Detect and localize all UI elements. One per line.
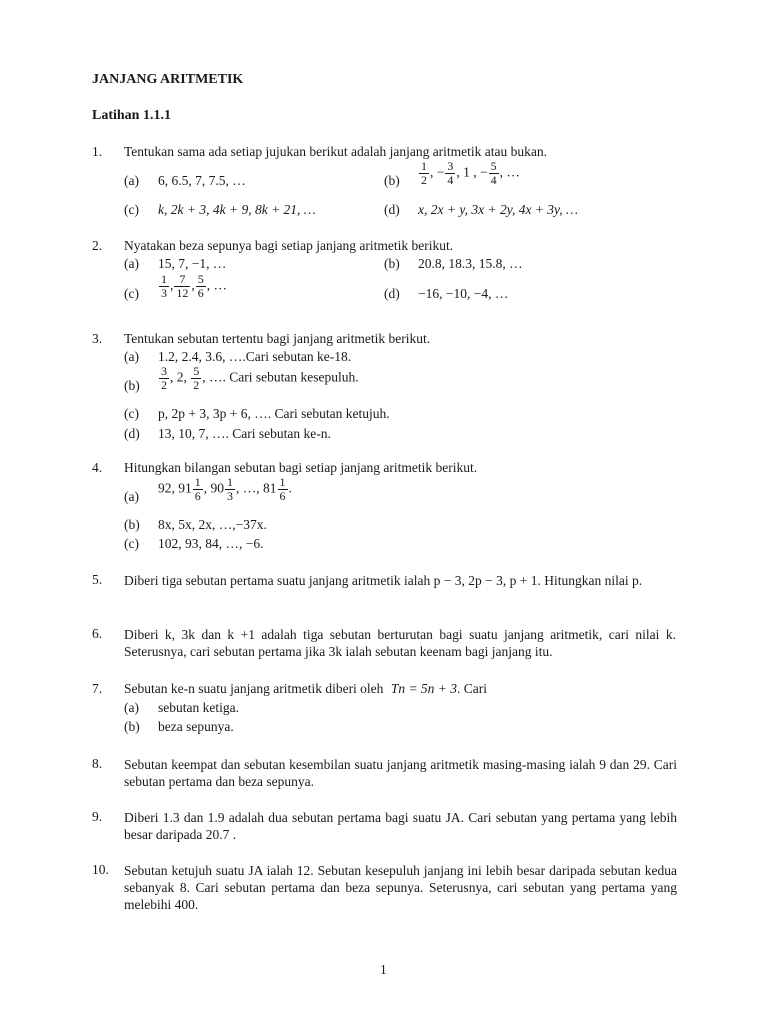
part-label: (a) bbox=[124, 349, 139, 364]
question-text: Diberi k, 3k dan k +1 adalah tiga sebutan berturutan bagi suatu janjang aritmetik, cari nilai k. Seterusnya, cari sebutan pertama jika 3k ialah sebutan keenam bagi janjang itu. bbox=[124, 627, 676, 659]
fraction: $\frac{3}{4}$ bbox=[447, 159, 454, 187]
question-number: 8. bbox=[92, 756, 103, 771]
part-expression: $\frac{3}{2}$ , 2, $\frac{5}{2}$ , …. Cari sebutan kesepuluh. bbox=[161, 364, 359, 392]
part-text: 13, 10, 7, …. Cari sebutan ke-n. bbox=[158, 426, 331, 441]
part-label: (a) bbox=[124, 489, 139, 504]
part-label: (b) bbox=[124, 378, 140, 393]
part-text: 6, 6.5, 7, 7.5, … bbox=[158, 173, 246, 188]
fraction: $\frac{5}{4}$ bbox=[490, 159, 497, 187]
part-label: (b) bbox=[384, 173, 400, 188]
fraction: $\frac{1}{6}$ bbox=[279, 475, 286, 503]
part-label: (a) bbox=[124, 173, 139, 188]
question-text: Diberi tiga sebutan pertama suatu janjang aritmetik ialah p − 3, 2p − 3, p + 1. Hitungkan nilai p. bbox=[124, 573, 643, 588]
question-text: Tentukan sebutan tertentu bagi janjang aritmetik berikut. bbox=[124, 331, 431, 346]
part-label: (d) bbox=[384, 286, 400, 301]
question-text: Sebutan keempat dan sebutan kesembilan suatu janjang aritmetik masing-masing ialah 9 dan 29. Cari sebutan pertama dan beza sepunya. bbox=[124, 757, 677, 789]
part-text: 1.2, 2.4, 3.6, ….Cari sebutan ke-18. bbox=[158, 349, 352, 364]
part-label: (c) bbox=[124, 202, 139, 217]
fraction: $\frac{1}{3}$ bbox=[227, 475, 233, 503]
question-text: Sebutan ketujuh suatu JA ialah 12. Sebutan kesepuluh janjang ini lebih besar daripada sebutan kedua sebanyak 8. Cari sebutan pertama dan beza sepunya. Seterusnya, cari sebutan yang pertama yang melebihi 400. bbox=[124, 863, 677, 912]
page-number: 1 bbox=[380, 962, 387, 977]
part-expression: 92, 91 $\frac{1}{6}$ , 90 $\frac{1}{3}$ , …, 81 $\frac{1}{6}$ . bbox=[158, 475, 292, 503]
part-text: 102, 93, 84, …, −6. bbox=[158, 536, 264, 551]
part-label: (b) bbox=[124, 517, 140, 532]
formula: Tn = 5n + 3 bbox=[390, 681, 458, 696]
question-number: 9. bbox=[92, 809, 103, 824]
question-number: 6. bbox=[92, 626, 103, 641]
part-text: 20.8, 18.3, 15.8, … bbox=[418, 256, 523, 271]
fraction: $\frac{5}{2}$ bbox=[193, 364, 200, 392]
question-text: Hitungkan bilangan sebutan bagi setiap janjang aritmetik berikut. bbox=[124, 460, 478, 475]
part-text: 15, 7, −1, … bbox=[158, 256, 227, 271]
page-title: JANJANG ARITMETIK bbox=[92, 72, 244, 87]
fraction: $\frac{7}{12}$ bbox=[176, 272, 189, 300]
question-number: 5. bbox=[92, 572, 103, 587]
part-text: 8x, 5x, 2x, …,−37x. bbox=[158, 517, 267, 532]
part-expression: $\frac{1}{3}$ , $\frac{7}{12}$ , $\frac{5}{6}$ , … bbox=[161, 272, 227, 300]
question-number: 10. bbox=[92, 862, 109, 877]
part-label: (b) bbox=[384, 256, 400, 271]
part-label: (a) bbox=[124, 256, 139, 271]
part-text: x, 2x + y, 3x + 2y, 4x + 3y, … bbox=[418, 202, 579, 217]
question-number: 1. bbox=[92, 144, 103, 159]
part-label: (c) bbox=[124, 286, 139, 301]
question-number: 7. bbox=[92, 681, 103, 696]
part-expression: $\frac{1}{2}$ , − $\frac{3}{4}$ , 1 , − $\frac{5}{4}$ , … bbox=[421, 159, 520, 187]
part-label: (c) bbox=[124, 406, 139, 421]
question-text: Diberi 1.3 dan 1.9 adalah dua sebutan pertama bagi suatu JA. Cari sebutan yang pertama yang lebih besar daripada 20.7 . bbox=[124, 810, 677, 842]
question-number: 3. bbox=[92, 331, 103, 346]
part-label: (c) bbox=[124, 536, 139, 551]
part-text: −16, −10, −4, … bbox=[418, 286, 509, 301]
exercise-title: Latihan 1.1.1 bbox=[92, 108, 171, 123]
part-label: (a) bbox=[124, 700, 139, 715]
fraction: $\frac{1}{2}$ bbox=[421, 159, 427, 187]
part-label: (b) bbox=[124, 719, 140, 734]
part-text: k, 2k + 3, 4k + 9, 8k + 21, … bbox=[158, 202, 316, 217]
fraction: $\frac{1}{3}$ bbox=[161, 272, 167, 300]
question-text: Nyatakan beza sepunya bagi setiap janjang aritmetik berikut. bbox=[124, 238, 454, 253]
question-number: 4. bbox=[92, 460, 103, 475]
part-text: beza sepunya. bbox=[158, 719, 234, 734]
question-text: Sebutan ke-n suatu janjang aritmetik diberi oleh Tn = 5n + 3. Cari bbox=[124, 681, 488, 696]
fraction: $\frac{1}{6}$ bbox=[194, 475, 201, 503]
question-number: 2. bbox=[92, 238, 103, 253]
part-label: (d) bbox=[124, 426, 140, 441]
part-text: p, 2p + 3, 3p + 6, …. Cari sebutan ketujuh. bbox=[158, 406, 390, 421]
fraction: $\frac{3}{2}$ bbox=[161, 364, 167, 392]
part-label: (d) bbox=[384, 202, 400, 217]
fraction: $\frac{5}{6}$ bbox=[197, 272, 204, 300]
part-text: sebutan ketiga. bbox=[158, 700, 239, 715]
question-text: Tentukan sama ada setiap jujukan berikut adalah janjang aritmetik atau bukan. bbox=[124, 144, 548, 159]
